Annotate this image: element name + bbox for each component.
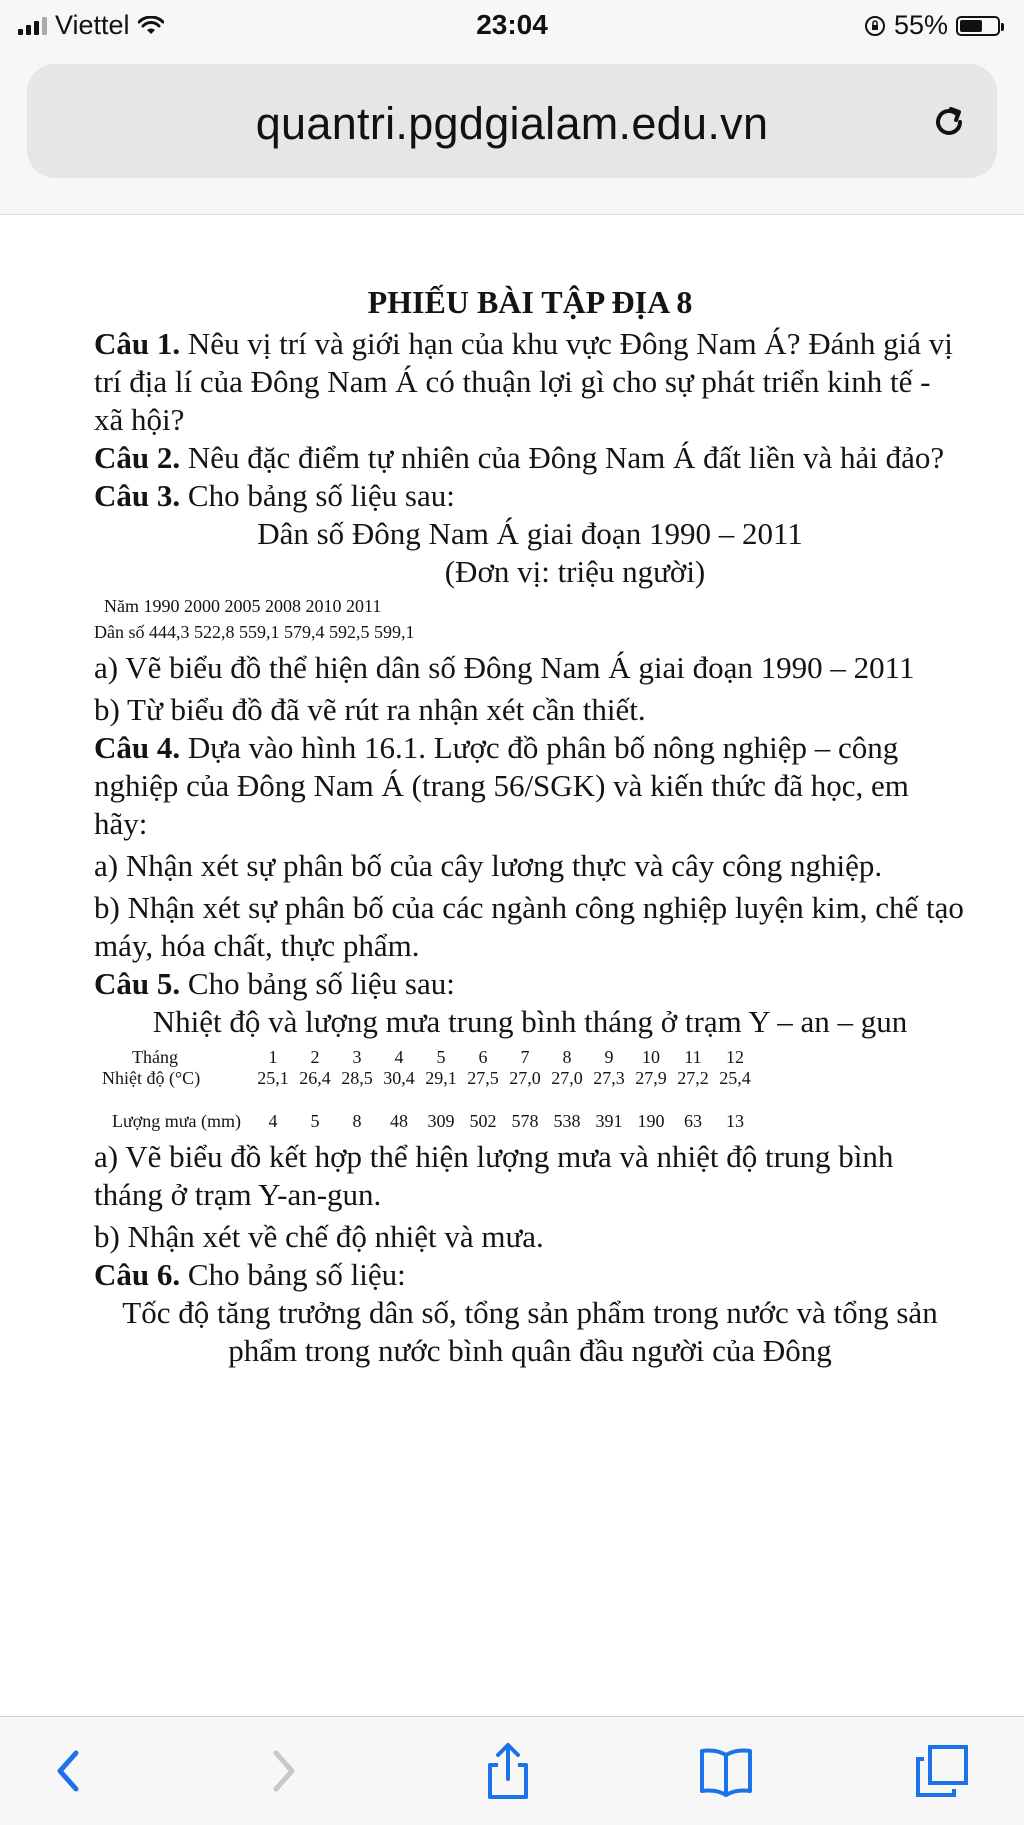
tabs-icon[interactable] [912,1741,972,1801]
question-4 [94,729,966,843]
question-3 [94,477,966,515]
q5-data-table [102,1047,756,1132]
q1-label: Câu 1. [94,326,181,361]
document-page [94,284,966,1370]
q5-text: Cho bảng số liệu sau: [180,966,455,1001]
forward-icon[interactable] [252,1741,312,1801]
q6-table-title: Tốc độ tăng trưởng dân số, tổng sản phẩm trong nước và tổng sản phẩm trong nước bình quân đầu người của Đông [122,1295,938,1368]
q4-part-a: a) Nhận xét sự phân bố của cây lương thực và cây công nghiệp. [94,848,883,883]
q3-table-row-years: Năm 1990 2000 2005 2008 2010 2011 [104,596,382,616]
q3-table-unit: (Đơn vị: triệu người) [444,554,706,589]
question-1 [94,325,966,439]
share-icon[interactable] [478,1741,538,1801]
q2-label: Câu 2. [94,440,181,475]
q5-part-b: b) Nhận xét về chế độ nhiệt và mưa. [94,1219,544,1254]
carrier-name: Viettel [55,10,130,40]
question-2 [94,439,966,477]
table-row: Tháng 1 2 3 4 5 6 7 8 9 10 11 12 [132,1047,744,1067]
url-text[interactable]: quantri.pgdgialam.edu.vn [255,98,769,149]
status-bar [0,0,1024,54]
q6-text: Cho bảng số liệu: [180,1257,406,1292]
address-bar[interactable] [27,64,997,178]
orientation-lock-icon [864,15,886,37]
table-row: Nhiệt độ (°C) 25,1 26,4 28,5 30,4 29,1 27,5 27,0 27,0 27,3 27,9 27,2 25,4 [102,1068,751,1088]
clock: 23:04 [476,9,548,40]
q3-part-b: b) Từ biểu đồ đã vẽ rút ra nhận xét cần thiết. [94,692,646,727]
q5-label: Câu 5. [94,966,181,1001]
q5-table-title: Nhiệt độ và lượng mưa trung bình tháng ở trạm Y – an – gun [152,1004,908,1039]
q1-text: Nêu vị trí và giới hạn của khu vực Đông Nam Á? Đánh giá vị trí địa lí của Đông Nam Á có thuận lợi gì cho sự phát triển kinh tế - xã hội? [94,326,953,437]
table-row: Lượng mưa (mm) 4 5 8 48 309 502 578 538 391 190 63 13 [112,1111,744,1131]
q3-label: Câu 3. [94,478,181,513]
q3-table-title: Dân số Đông Nam Á giai đoạn 1990 – 2011 [257,516,803,551]
q3-text: Cho bảng số liệu sau: [180,478,455,513]
question-5 [94,965,966,1003]
q3-table-row-population: Dân số 444,3 522,8 559,1 579,4 592,5 599,1 [94,622,415,642]
battery-percent: 55% [893,10,948,40]
browser-bottom-toolbar [0,1716,1024,1825]
q3-part-a: a) Vẽ biểu đồ thể hiện dân số Đông Nam Á giai đoạn 1990 – 2011 [94,650,915,685]
book-icon[interactable] [696,1741,756,1801]
page-title: PHIẾU BÀI TẬP ĐỊA 8 [367,284,693,320]
back-icon[interactable] [40,1741,100,1801]
reload-icon[interactable] [927,100,971,144]
browser-toolbar [0,54,1024,215]
status-right [864,10,1000,41]
q4-text: Dựa vào hình 16.1. Lược đồ phân bố nông nghiệp – công nghiệp của Đông Nam Á (trang 56/SGK) và kiến thức đã học, em hãy: [94,730,909,841]
battery-icon [956,16,1000,36]
q4-part-b: b) Nhận xét sự phân bố của các ngành công nghiệp luyện kim, chế tạo máy, hóa chất, thực phẩm. [94,890,964,963]
question-6 [94,1256,966,1294]
q2-text: Nêu đặc điểm tự nhiên của Đông Nam Á đất liền và hải đảo? [180,440,945,475]
q5-part-a: a) Vẽ biểu đồ kết hợp thể hiện lượng mưa và nhiệt độ trung bình tháng ở trạm Y-an-gun. [94,1139,894,1212]
q4-label: Câu 4. [94,730,181,765]
q6-label: Câu 6. [94,1257,181,1292]
